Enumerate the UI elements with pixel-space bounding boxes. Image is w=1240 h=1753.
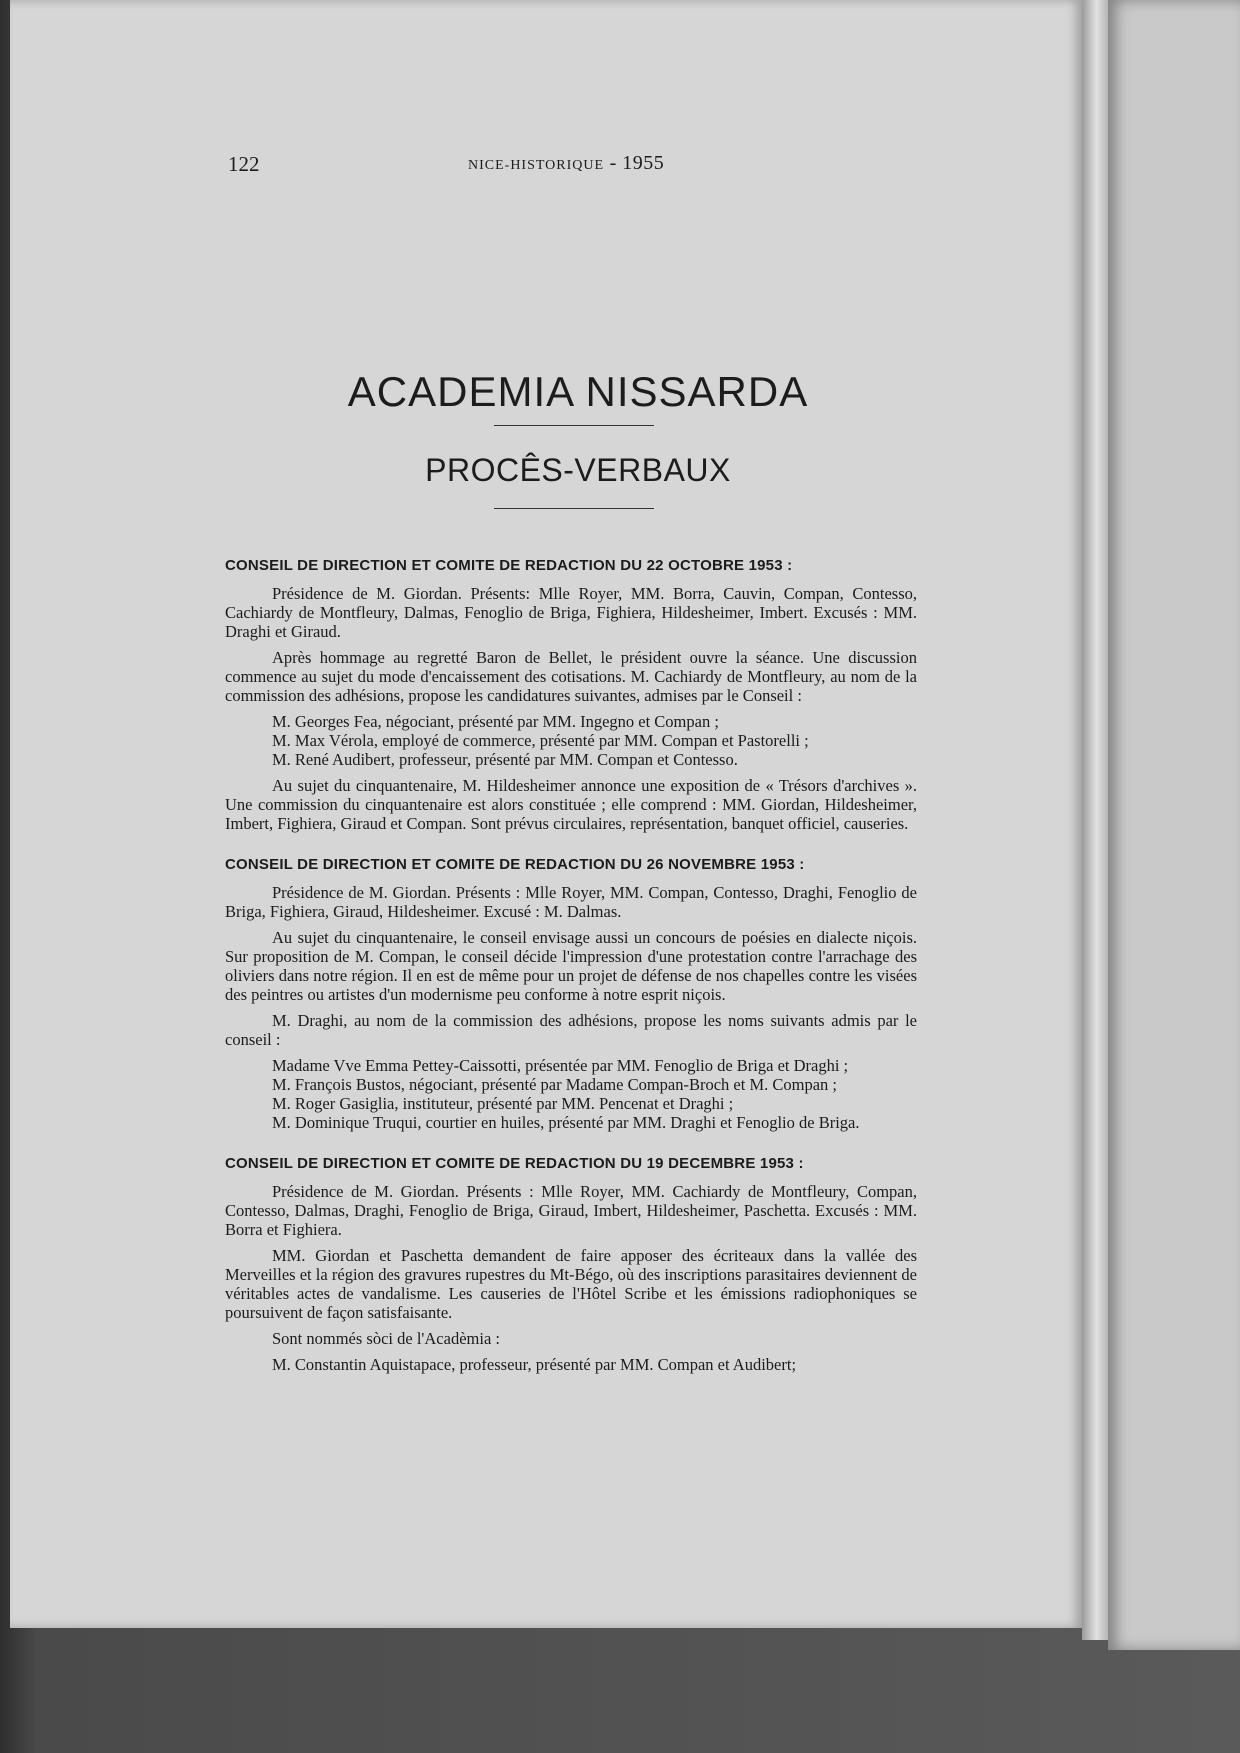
paragraph: M. François Bustos, négociant, présenté par Madame Compan-Broch et M. Compan ; <box>272 1075 838 1094</box>
journal-name: NICE-HISTORIQUE <box>468 158 605 173</box>
title-divider <box>494 425 654 426</box>
section-19-decembre <box>225 1154 917 1374</box>
paragraph: Madame Vve Emma Pettey-Caissotti, présentée par MM. Fenoglio de Briga et Draghi ; <box>272 1056 849 1075</box>
running-header <box>218 152 758 182</box>
section-heading: CONSEIL DE DIRECTION ET COMITE DE REDACTION DU 26 NOVEMBRE 1953 : <box>225 856 805 873</box>
subtitle-divider <box>494 508 654 509</box>
facing-page-edge <box>1108 0 1240 1650</box>
section-26-novembre <box>225 855 917 1132</box>
section-heading: CONSEIL DE DIRECTION ET COMITE DE REDACTION DU 22 OCTOBRE 1953 : <box>225 557 793 574</box>
paragraph: M. Max Vérola, employé de commerce, présenté par MM. Compan et Pastorelli ; <box>272 731 809 750</box>
paragraph: Au sujet du cinquantenaire, M. Hildesheimer annonce une exposition de « Trésors d'archives ». Une commission du cinquantenaire est alors constituée ; elle comprend : MM. Giordan, Hildesheimer, Imbert, Fighiera, Giraud et Compan. Sont prévus circulaires, représentation, banquet officiel, causeries. <box>225 776 917 833</box>
paragraph: Présidence de M. Giordan. Présents: Mlle Royer, MM. Borra, Cauvin, Compan, Contesso, Cachiardy de Montfleury, Dalmas, Fenoglio de Briga, Fighiera, Hildesheimer, Imbert. Excusés : MM. Draghi et Giraud. <box>225 584 917 641</box>
page-number: 122 <box>228 152 260 176</box>
paragraph: Sont nommés sòci de l'Acadèmia : <box>272 1329 500 1348</box>
page-subtitle: PROCÊS-VERBAUX <box>425 452 731 488</box>
book-gutter <box>1082 0 1108 1640</box>
paragraph: M. Roger Gasiglia, instituteur, présenté par MM. Pencenat et Draghi ; <box>272 1094 734 1113</box>
paragraph: MM. Giordan et Paschetta demandent de faire apposer des écriteaux dans la vallée des Merveilles et la région des gravures rupestres du Mt-Bégo, où des inscriptions parasitaires deviennent de véritables actes de vandalisme. Les causeries de l'Hôtel Scribe et les émissions radiophoniques se poursuivent de façon satisfaisante. <box>225 1246 917 1322</box>
paragraph: Présidence de M. Giordan. Présents : Mlle Royer, MM. Cachiardy de Montfleury, Compan, Contesso, Dalmas, Draghi, Fenoglio de Briga, Giraud, Imbert, Hildesheimer, Paschetta. Excusés : MM. Borra et Fighiera. <box>225 1182 917 1239</box>
paragraph: M. Dominique Truqui, courtier en huiles, présenté par MM. Draghi et Fenoglio de Briga. <box>272 1113 860 1132</box>
paragraph: Après hommage au regretté Baron de Bellet, le président ouvre la séance. Une discussion commence au sujet du mode d'encaissement des cotisations. M. Cachiardy de Montfleury, au nom de la commission des adhésions, propose les candidatures suivantes, admises par le Conseil : <box>225 648 917 705</box>
section-heading: CONSEIL DE DIRECTION ET COMITE DE REDACTION DU 19 DECEMBRE 1953 : <box>225 1155 804 1172</box>
paragraph: M. Draghi, au nom de la commission des adhésions, propose les noms suivants admis par le conseil : <box>225 1011 917 1049</box>
running-title <box>468 152 664 175</box>
paragraph: M. René Audibert, professeur, présenté par MM. Compan et Contesso. <box>272 750 738 769</box>
paragraph: Présidence de M. Giordan. Présents : Mlle Royer, MM. Compan, Contesso, Draghi, Fenoglio de Briga, Fighiera, Giraud, Hildesheimer. Excusé : M. Dalmas. <box>225 883 917 921</box>
page-title: ACADEMIA NISSARDA <box>347 368 809 415</box>
journal-year: - 1955 <box>609 152 665 174</box>
paragraph: Au sujet du cinquantenaire, le conseil envisage aussi un concours de poésies en dialecte niçois. Sur proposition de M. Compan, le conseil décide l'impression d'une protestation contre l'arrachage des oliviers dans notre région. Il en est de même pour un projet de défense de nos chapelles contre les visées des peintres ou artistes d'un modernisme peu conforme à notre esprit niçois. <box>225 928 917 1004</box>
section-22-octobre <box>225 556 917 833</box>
paragraph: M. Georges Fea, négociant, présenté par MM. Ingegno et Compan ; <box>272 712 719 731</box>
minutes-body <box>225 556 917 1396</box>
paragraph: M. Constantin Aquistapace, professeur, présenté par MM. Compan et Audibert; <box>272 1355 797 1374</box>
